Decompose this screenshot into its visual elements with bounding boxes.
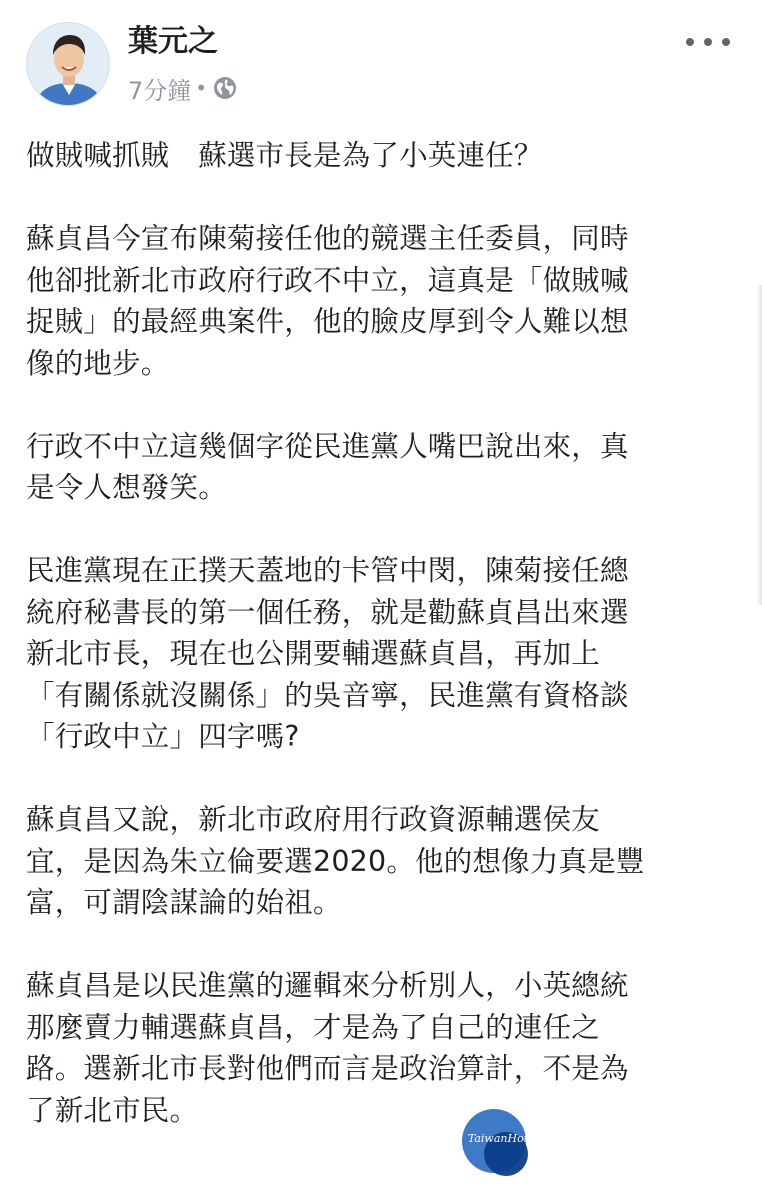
- globe-icon: [213, 76, 237, 100]
- more-dots-icon: [704, 38, 712, 46]
- post-paragraph: 蘇貞昌是以民進黨的邏輯來分析別人，小英總統 那麼賣力輔選蘇貞昌，才是為了自己的連任之 路。選新北市長對他們而言是政治算計，不是為 了新北市民。: [26, 969, 629, 1127]
- scroll-edge-shadow: [756, 285, 762, 605]
- more-options-button[interactable]: [686, 28, 730, 56]
- post-paragraph: 行政不中立這幾個字從民進黨人嘴巴說出來，真 是令人想發笑。: [26, 429, 629, 504]
- post-headline: 做賊喊抓賊 蘇選市長是為了小英連任？: [26, 139, 543, 172]
- watermark-text: TaiwanHot: [467, 1132, 529, 1145]
- post-meta: [128, 72, 237, 104]
- post-paragraph: 蘇貞昌今宣布陳菊接任他的競選主任委員，同時 他卻批新北市政府行政不中立，這真是「做賊喊 捉賊」的最經典案件，他的臉皮厚到令人難以想 像的地步。: [26, 222, 629, 380]
- post-timestamp[interactable]: 7分鐘: [128, 76, 192, 105]
- author-name[interactable]: 葉元之: [128, 24, 218, 59]
- meta-separator: •: [195, 76, 208, 100]
- post-header: [0, 0, 762, 115]
- post-paragraph: 蘇貞昌又說，新北市政府用行政資源輔選侯友 宜，是因為朱立倫要選2020。他的想像力真是豐 富，可謂陰謀論的始祖。: [26, 803, 645, 919]
- author-avatar[interactable]: [26, 22, 110, 106]
- post-body: [26, 135, 726, 1173]
- avatar-image: [27, 23, 110, 106]
- more-dots-icon: [722, 38, 730, 46]
- more-dots-icon: [686, 38, 694, 46]
- post-paragraph: 民進黨現在正撲天蓋地的卡管中閔，陳菊接任總 統府秘書長的第一個任務，就是勸蘇貞昌出來選 新北市長，現在也公開要輔選蘇貞昌，再加上 「有關係就沒關係」的吳音寧，民進黨有資格談 「行政中立」四字嗎?: [26, 554, 629, 753]
